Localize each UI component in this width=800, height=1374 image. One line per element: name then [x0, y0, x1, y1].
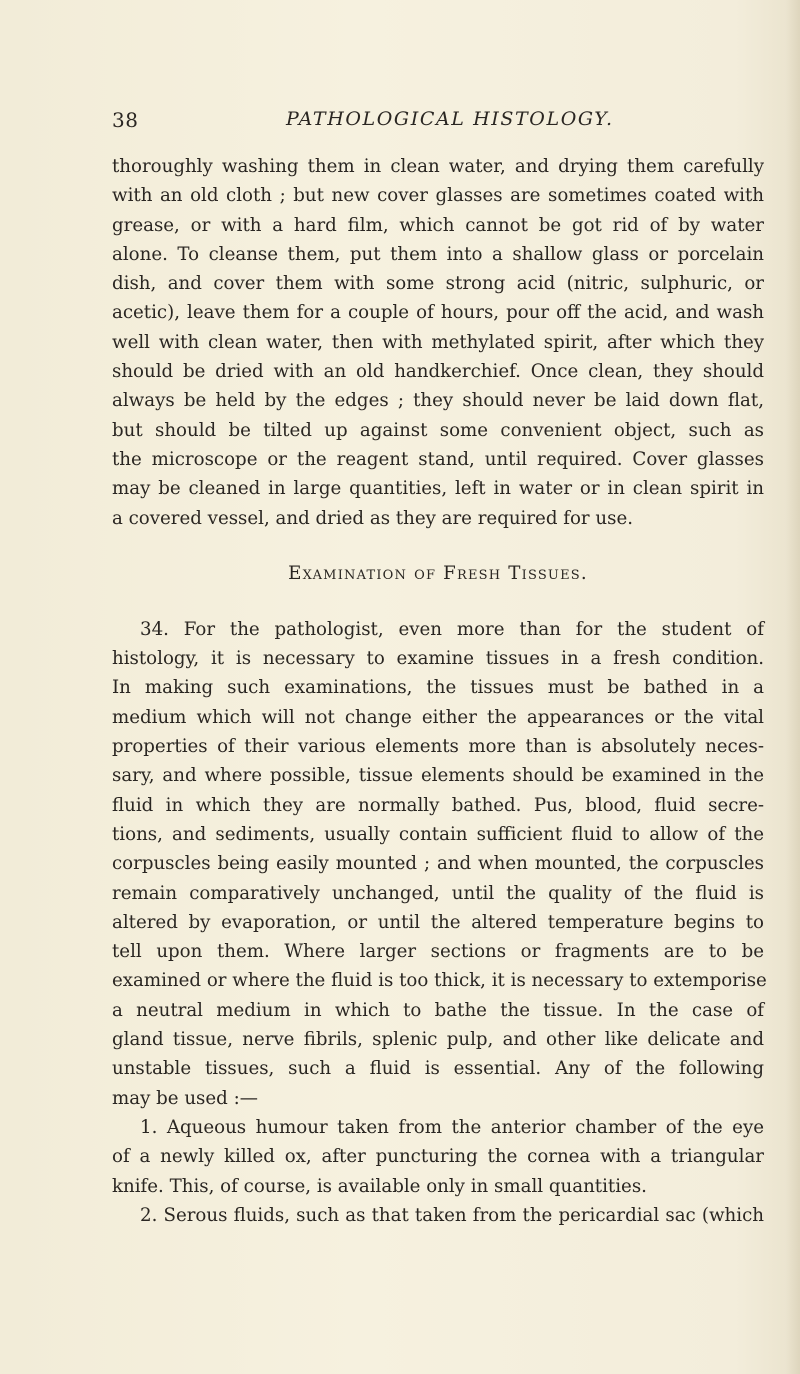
page-number: 38 [112, 108, 139, 132]
text-line: may be used :— [112, 1087, 258, 1109]
page-edge-shadow [786, 0, 800, 1374]
text-line: unstable tissues, such a fluid is essential. Any of the following [112, 1058, 764, 1080]
text-line: a neutral medium in which to bathe the tissue. In the case of [112, 999, 764, 1021]
text-line: corpuscles being easily mounted ; and when mounted, the corpuscles [112, 853, 764, 875]
text-line: grease, or with a hard film, which cannot be got rid of by water [112, 214, 764, 236]
text-line: of a newly killed ox, after puncturing the cornea with a triangular [112, 1146, 764, 1168]
text-line: knife. This, of course, is available only in small quantities. [112, 1175, 647, 1197]
text-line: the microscope or the reagent stand, until required. Cover glasses [112, 448, 764, 470]
text-line: dish, and cover them with some strong acid (nitric, sulphuric, or [112, 273, 764, 295]
text-line: acetic), leave them for a couple of hours, pour off the acid, and wash [112, 302, 764, 324]
text-line: 1. Aqueous humour taken from the anterior chamber of the eye [140, 1116, 764, 1138]
page-header [112, 108, 764, 138]
text-line: may be cleaned in large quantities, left in water or in clean spirit in [112, 478, 764, 500]
text-line: properties of their various elements more than is absolutely neces- [112, 736, 764, 758]
text-line: always be held by the edges ; they should never be laid down flat, [112, 390, 764, 412]
text-line: examined or where the fluid is too thick, it is necessary to extemporise [112, 970, 767, 992]
text-line: 2. Serous fluids, such as that taken from the pericardial sac (which [140, 1204, 764, 1226]
text-line: alone. To cleanse them, put them into a shallow glass or porcelain [112, 243, 764, 265]
section-heading: Examination of Fresh Tissues. [288, 562, 588, 584]
text-line: remain comparatively unchanged, until the quality of the fluid is [112, 882, 764, 904]
text-line: with an old cloth ; but new cover glasses are sometimes coated with [112, 185, 764, 207]
text-line: should be dried with an old handkerchief. Once clean, they should [112, 361, 764, 383]
text-line: gland tissue, nerve fibrils, splenic pulp, and other like delicate and [112, 1029, 764, 1051]
body-text [112, 152, 767, 1230]
running-head: PATHOLOGICAL HISTOLOGY. [286, 108, 614, 130]
text-line: altered by evaporation, or until the altered temperature begins to [112, 911, 764, 933]
text-line: but should be tilted up against some convenient object, such as [112, 419, 764, 441]
text-line: 34. For the pathologist, even more than for the student of [140, 618, 764, 640]
text-line: thoroughly washing them in clean water, and drying them carefully [112, 156, 764, 177]
text-line: sary, and where possible, tissue elements should be examined in the [112, 765, 764, 787]
text-line: histology, it is necessary to examine tissues in a fresh condition. [112, 648, 764, 670]
text-line: tell upon them. Where larger sections or fragments are to be [112, 941, 764, 963]
text-line: fluid in which they are normally bathed. Pus, blood, fluid secre- [112, 794, 764, 816]
text-line: In making such examinations, the tissues must be bathed in a [112, 677, 764, 699]
text-line: a covered vessel, and dried as they are required for use. [112, 507, 633, 529]
text-line: well with clean water, then with methylated spirit, after which they [112, 331, 764, 353]
text-line: tions, and sediments, usually contain sufficient fluid to allow of the [112, 823, 764, 845]
text-line: medium which will not change either the appearances or the vital [112, 706, 764, 728]
